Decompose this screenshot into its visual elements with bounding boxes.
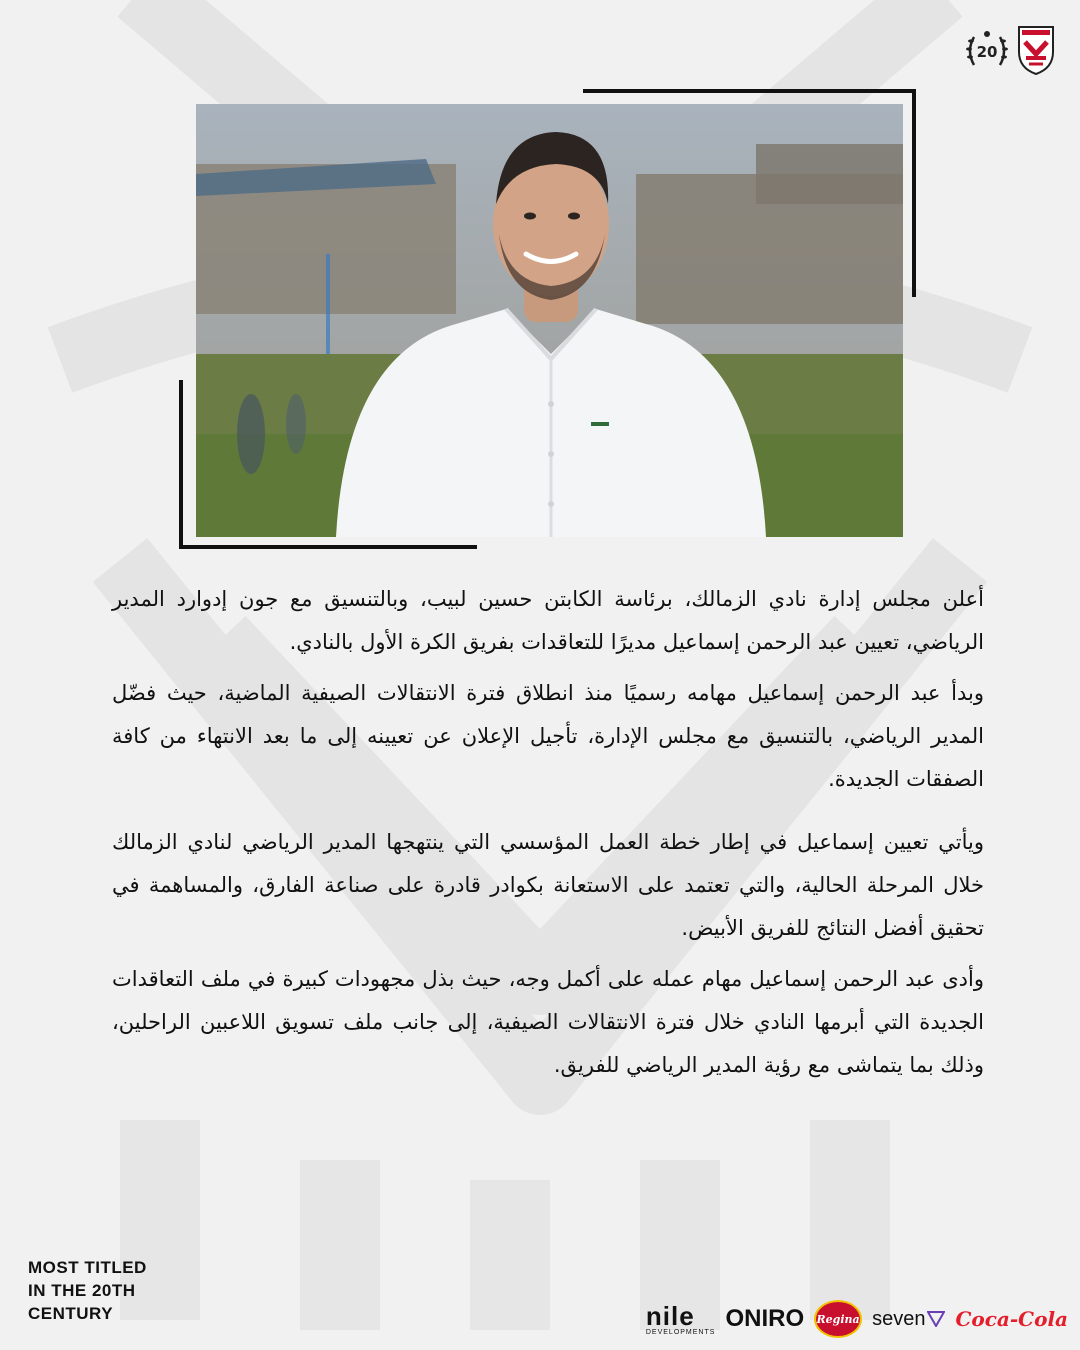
seven-wordmark: seven bbox=[872, 1307, 926, 1330]
frame-left-line bbox=[179, 380, 183, 548]
nile-wordmark: nile bbox=[645, 1300, 695, 1331]
regina-wordmark: Regina bbox=[816, 1312, 860, 1326]
article-paragraph-2: وبدأ عبد الرحمن إسماعيل مهامه رسميًا منذ انطلاق فترة الانتقالات الصيفية الماضية، حيث فضّل المدير الرياضي، بالتنسيق مع مجلس الإدارة، تأجيل الإعلان عن تعيينه إلى ما بعد الانتهاء من كافة الصفقات الجديدة. bbox=[112, 681, 984, 791]
nile-subtitle: DEVELOPMENTS bbox=[645, 1328, 716, 1336]
article-body bbox=[112, 578, 984, 1095]
twenty-anniversary-wreath-icon bbox=[964, 27, 1010, 73]
regina-logo bbox=[814, 1300, 862, 1338]
sponsor-logos bbox=[646, 1300, 1068, 1338]
tagline-line-2: IN THE 20TH bbox=[28, 1281, 136, 1300]
club-badges bbox=[964, 24, 1056, 76]
seven-triangle-icon bbox=[927, 1311, 945, 1327]
article-paragraph-1: أعلن مجلس إدارة نادي الزمالك، برئاسة الكابتن حسين لبيب، وبالتنسيق مع جون إدوارد المدير الرياضي، تعيين عبد الرحمن إسماعيل مديرًا للتعاقدات بفريق الكرة الأول بالنادي. bbox=[112, 587, 984, 654]
seven-logo bbox=[872, 1308, 945, 1331]
oniro-logo: ONIRO bbox=[725, 1305, 805, 1332]
tagline-line-3: CENTURY bbox=[28, 1304, 114, 1323]
nile-developments-logo bbox=[645, 1300, 716, 1336]
tagline-line-1: MOST TITLED bbox=[28, 1258, 147, 1277]
portrait-illustration bbox=[196, 104, 903, 537]
frame-top-line bbox=[583, 89, 916, 93]
article-paragraph-4: وأدى عبد الرحمن إسماعيل مهام عمله على أكمل وجه، حيث بذل مجهودات كبيرة في ملف التعاقدات الجديدة التي أبرمها النادي خلال فترة الانتقالات الصيفية، إلى جانب ملف تسويق اللاعبين الراحلين، وذلك بما يتماشى مع رؤية المدير الرياضي للفريق. bbox=[112, 967, 984, 1077]
anniversary-number: 20 bbox=[976, 43, 998, 61]
portrait-photo bbox=[196, 104, 903, 537]
frame-bottom-line bbox=[179, 545, 477, 549]
zamalek-crest-icon bbox=[1016, 24, 1056, 76]
coca-cola-logo: Coca-Cola bbox=[955, 1307, 1068, 1331]
article-paragraph-3: ويأتي تعيين إسماعيل في إطار خطة العمل المؤسسي التي ينتهجها المدير الرياضي لنادي الزمالك خلال المرحلة الحالية، والتي تعتمد على الاستعانة بكوادر قادرة على صناعة الفارق، والمساهمة في تحقيق أفضل النتائج للفريق الأبيض. bbox=[112, 830, 984, 940]
most-titled-tagline bbox=[28, 1256, 147, 1325]
frame-right-line bbox=[912, 89, 916, 297]
